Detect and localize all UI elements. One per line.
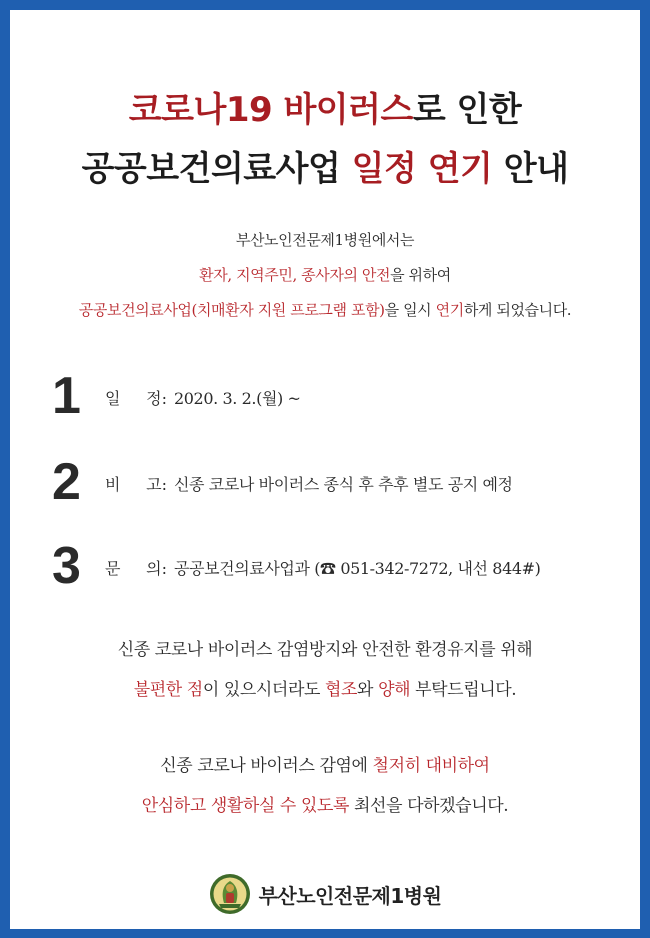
message-red-text: 협조	[325, 680, 358, 700]
message-text: 이 있으시더라도	[202, 680, 325, 700]
intro-red-text: 환자, 지역주민, 종사자의 안전	[199, 266, 391, 284]
hospital-name: 부산노인전문제1병원	[258, 883, 442, 908]
intro-text: 을 일시	[384, 301, 436, 319]
message-1-line-2	[10, 675, 640, 700]
intro-text: 을 위하여	[390, 266, 451, 284]
notice-poster	[10, 10, 640, 929]
item-label-b: 고:	[146, 475, 167, 494]
title-line-2	[10, 141, 640, 190]
item-label	[105, 556, 167, 579]
item-number: 1	[52, 367, 81, 425]
item-label-a: 일	[105, 389, 121, 408]
item-label-b: 의:	[146, 559, 167, 578]
message-text: 와	[357, 680, 379, 700]
message-red-text: 철저히 대비하여	[372, 756, 490, 776]
title-red-part: 코로나19 바이러스	[128, 90, 413, 130]
item-number: 3	[52, 537, 81, 595]
intro-text: 하게 되었습니다.	[463, 301, 572, 319]
item-label	[105, 386, 167, 409]
item-label	[105, 472, 167, 495]
message-1-line-1: 신종 코로나 바이러스 감염방지와 안전한 환경유지를 위해	[117, 640, 533, 660]
footer	[10, 873, 640, 915]
message-text: 신종 코로나 바이러스 감염에	[160, 756, 373, 776]
intro-red-text: 연기	[435, 301, 464, 319]
hospital-logo-icon	[209, 873, 251, 915]
title-red-highlight: 일정 연기	[351, 149, 493, 189]
message-red-text: 안심하고 생활하실 수 있도록	[141, 796, 350, 816]
message-red-text: 불편한 점	[133, 680, 203, 700]
title-line-1	[10, 82, 640, 131]
item-label-a: 문	[105, 559, 121, 578]
item-label-b: 정:	[146, 389, 167, 408]
intro-line-3	[10, 299, 640, 320]
message-2-line-2	[10, 791, 640, 816]
message-text: 최선을 다하겠습니다.	[349, 796, 509, 816]
item-number: 2	[52, 453, 81, 511]
message-red-text: 양해	[378, 680, 411, 700]
title-rest: 로 인한	[412, 90, 522, 130]
message-text: 부탁드립니다.	[410, 680, 517, 700]
intro-line-2	[10, 264, 640, 285]
message-2-line-1	[10, 751, 640, 776]
item-value: 신종 코로나 바이러스 종식 후 추후 별도 공지 예정	[174, 475, 513, 494]
item-value: 2020. 3. 2.(월) ~	[174, 389, 301, 408]
intro-line-1: 부산노인전문제1병원에서는	[235, 231, 415, 249]
title-suffix: 안내	[492, 149, 569, 189]
title-prefix: 공공보건의료사업	[81, 149, 352, 189]
item-label-a: 비	[105, 475, 121, 494]
intro-red-text: 공공보건의료사업(치매환자 지원 프로그램 포함)	[78, 301, 385, 319]
item-value: 공공보건의료사업과 (☎ 051-342-7272, 내선 844#)	[174, 559, 541, 578]
